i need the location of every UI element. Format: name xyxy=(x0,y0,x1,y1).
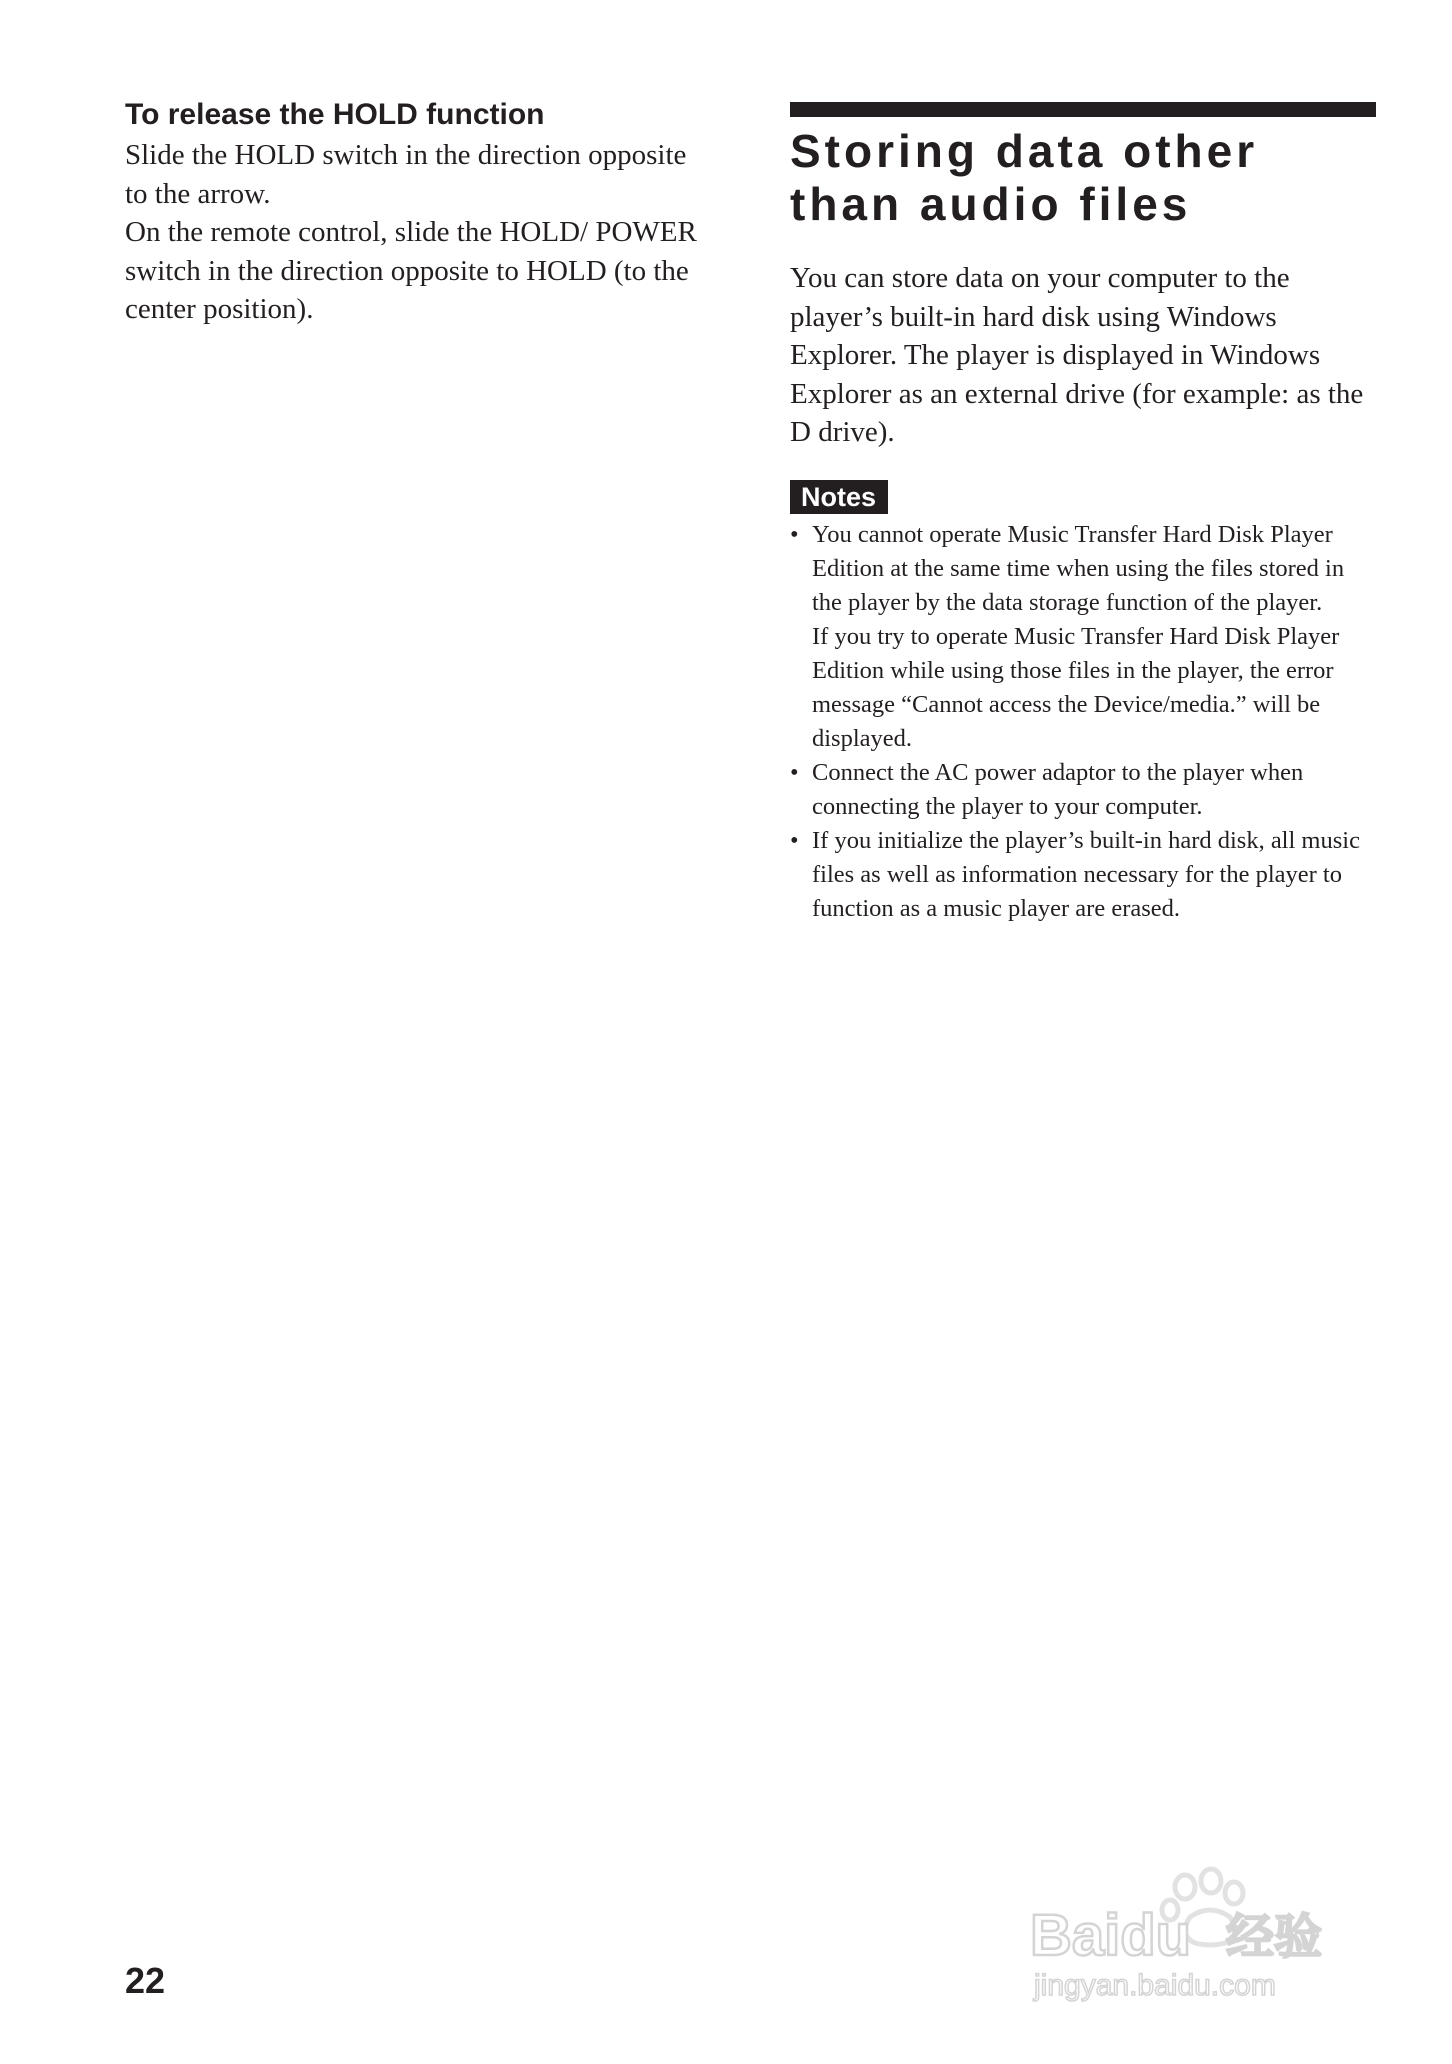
note-text: You cannot operate Music Transfer Hard Disk Player Edition at the same time when using the files stored in the player by the data storage function of the player. xyxy=(812,520,1345,616)
note-text: Connect the AC power adaptor to the player when connecting the player to your computer. xyxy=(812,758,1304,820)
watermark-url: jingyan.baidu.com xyxy=(1034,1969,1276,2002)
note-text: If you try to operate Music Transfer Hard Disk Player Edition while using those files in the player, the error message “Cannot access the Device/media.” will be displayed. xyxy=(812,622,1340,752)
watermark-cn-text: 经验 xyxy=(1226,1909,1323,1965)
bullet-icon: • xyxy=(790,826,799,854)
page-number: 22 xyxy=(125,1960,166,2001)
section-title-line1: Storing data other xyxy=(790,125,1259,177)
remote-control-text: On the remote control, slide the HOLD/ POWER switch in the direction opposite to HOLD (to the center position). xyxy=(125,216,697,325)
left-column xyxy=(125,96,715,329)
section-title xyxy=(790,125,1380,231)
watermark-brand: Baidu xyxy=(1030,1903,1192,1968)
bullet-icon: • xyxy=(790,758,799,786)
notes-badge: Notes xyxy=(790,480,888,514)
note-item xyxy=(790,756,1380,824)
release-hold-text: Slide the HOLD switch in the direction opposite to the arrow. xyxy=(125,139,687,210)
bullet-icon: • xyxy=(790,520,799,548)
note-item xyxy=(790,824,1380,926)
intro-text: You can store data on your computer to the player’s built-in hard disk using Windows Explorer. The player is displayed in Windows Explorer as an external drive (for example: as the D drive). xyxy=(790,262,1364,448)
note-text: If you initialize the player’s built-in hard disk, all music files as well as information necessary for the player to function as a music player are erased. xyxy=(812,826,1360,922)
notes-list xyxy=(790,518,1380,926)
release-hold-heading: To release the HOLD function xyxy=(125,98,545,131)
section-rule xyxy=(790,102,1376,117)
note-item xyxy=(790,518,1380,756)
section-title-line2: than audio files xyxy=(790,178,1192,230)
baidu-watermark xyxy=(1030,1855,1370,2005)
right-column xyxy=(790,102,1380,926)
